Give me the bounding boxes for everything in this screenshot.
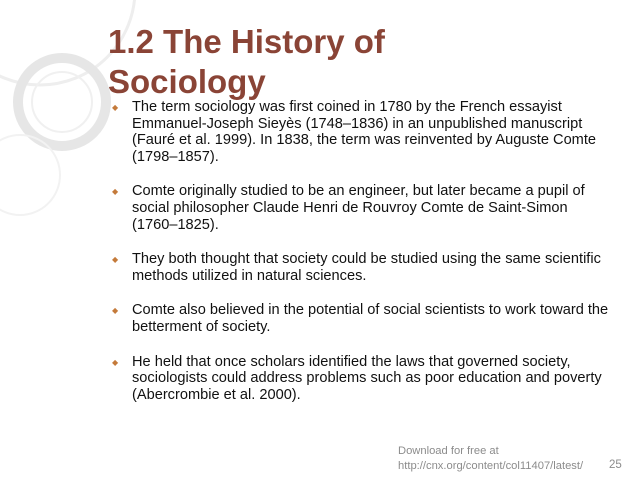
bullet-text: Comte also believed in the potential of social scientists to work toward the betterment of society. (132, 302, 609, 335)
page-number: 25 (609, 459, 622, 471)
diamond-bullet-icon: ◆ (112, 306, 119, 316)
bullet-text: He held that once scholars identified the laws that governed society, sociologists could address problems such as poor education and poverty (Abercrombie et al. 2000). (132, 353, 602, 403)
bullet-item (112, 251, 617, 284)
footer-line-1: Download for free at (398, 445, 499, 457)
bullet-item (112, 183, 617, 233)
footer-attribution (398, 444, 583, 473)
bullet-list (112, 99, 617, 403)
bullet-text: Comte originally studied to be an engineer, but later became a pupil of social philosopher Claude Henri de Rouvroy Comte de Saint-Simon (1760–1825). (132, 183, 585, 233)
bullet-item (112, 99, 617, 165)
footer-link[interactable]: http://cnx.org/content/col11407/latest/ (398, 459, 584, 472)
bullet-text: They both thought that society could be studied using the same scientific methods utilized in natural sciences. (132, 251, 601, 284)
diamond-bullet-icon: ◆ (112, 103, 119, 112)
slide-title-line-1: 1.2 The History of (108, 23, 385, 60)
bullet-item (112, 302, 617, 335)
diamond-bullet-icon: ◆ (112, 187, 119, 197)
bullet-text: The term sociology was first coined in 1780 by the French essayist Emmanuel-Joseph Sieyès (1748–1836) in an unpublished manuscript (Fauré et al. 1999). In 1838, the term was reinvented by Auguste Comte (1798–1857). (132, 99, 597, 165)
slide-title (108, 22, 608, 102)
diamond-bullet-icon: ◆ (112, 357, 119, 367)
bullet-item (112, 354, 617, 404)
diamond-bullet-icon: ◆ (112, 255, 119, 265)
slide-title-line-2: Sociology (108, 63, 266, 100)
